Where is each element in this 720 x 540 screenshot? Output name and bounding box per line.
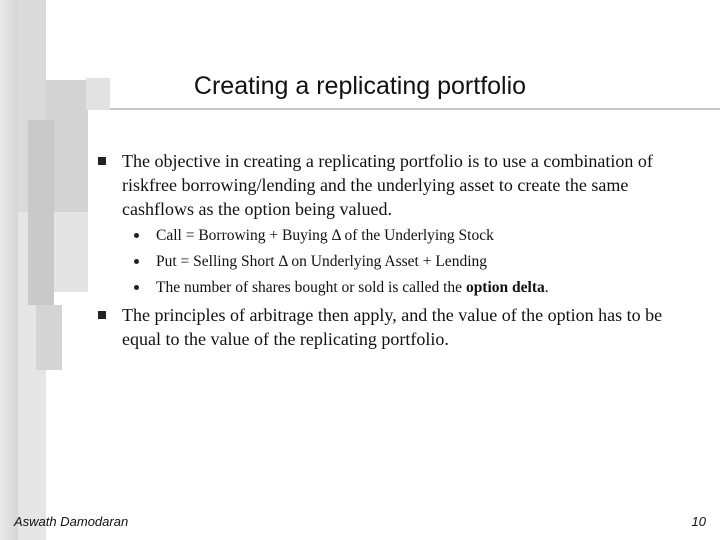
subbullet-text: The number of shares bought or sold is called the [156, 279, 466, 296]
square-bullet-icon [98, 157, 106, 165]
round-bullet-icon [134, 285, 139, 290]
subbullet-text: Put = Selling Short Δ on Underlying Asset + Lending [156, 253, 487, 270]
decorative-block [28, 120, 54, 305]
title-underline [110, 108, 720, 110]
subbullet-item [156, 226, 676, 246]
subbullet-bold-term: option delta [465, 279, 545, 296]
footer-author: Aswath Damodaran [14, 514, 129, 529]
page-number: 10 [691, 514, 706, 529]
bullet-text: The objective in creating a replicating portfolio is to use a combination of riskfree borrowing/lending and the underlying asset to create the same cashflows as the option being valued. [122, 151, 653, 219]
subbullet-text: Call = Borrowing + Buying Δ of the Underlying Stock [156, 227, 494, 244]
round-bullet-icon [134, 233, 139, 238]
bullet-text: The principles of arbitrage then apply, and the value of the option has to be equal to the value of the replicating portfolio. [122, 305, 663, 349]
bullet-item [122, 149, 702, 221]
subbullet-item [156, 252, 676, 272]
slide-title: Creating a replicating portfolio [193, 72, 527, 100]
decorative-block [36, 305, 62, 370]
bullet-item [122, 303, 702, 351]
subbullet-text-end: . [544, 279, 549, 296]
subbullet-item [156, 278, 676, 298]
round-bullet-icon [134, 259, 139, 264]
square-bullet-icon [98, 311, 106, 319]
